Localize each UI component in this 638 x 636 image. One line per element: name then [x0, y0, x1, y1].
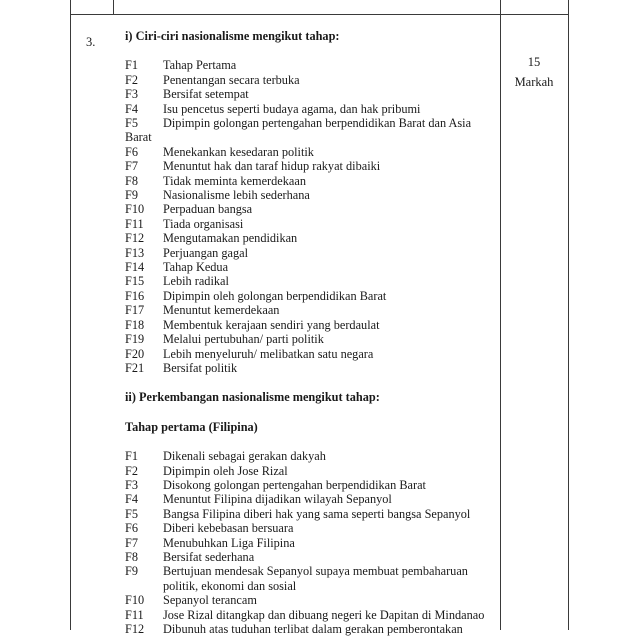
item-text: Menubuhkan Liga Filipina	[163, 535, 295, 550]
item-code: F20	[125, 346, 145, 361]
item-text: Sepanyol terancam	[163, 593, 257, 608]
item-code: F15	[125, 274, 145, 289]
item-text: Dipimpin oleh Jose Rizal	[163, 463, 288, 478]
item-code: F2	[125, 72, 138, 87]
item-text: Mengutamakan pendidikan	[163, 231, 298, 246]
table-top-border	[70, 14, 569, 15]
item-code: F5	[125, 116, 138, 131]
table-left-border	[70, 0, 71, 630]
item-text: Melalui pertubuhan/ parti politik	[163, 332, 324, 347]
list-item	[125, 536, 497, 550]
item-code: F4	[125, 492, 138, 507]
list-item	[125, 159, 497, 173]
item-text: Jose Rizal ditangkap dan dibuang negeri ke Dapitan di Mindanao	[163, 607, 485, 622]
list-item	[125, 449, 497, 463]
item-text: Menuntut kemerdekaan	[163, 303, 280, 318]
item-text: Bangsa Filipina diberi hak yang sama seperti bangsa Sepanyol	[163, 506, 471, 521]
item-code: F9	[125, 564, 138, 579]
item-text: Isu pencetus seperti budaya agama, dan hak pribumi	[163, 101, 421, 116]
item-code: F13	[125, 245, 145, 260]
item-code: F2	[125, 463, 138, 478]
item-code: F6	[125, 144, 138, 159]
item-text: Dibunuh atas tuduhan terlibat dalam gerakan pemberontakan	[163, 621, 463, 636]
item-text: Tahap Pertama	[163, 58, 237, 73]
item-text: Menekankan kesedaran politik	[163, 144, 314, 159]
list-item	[125, 73, 497, 87]
table-col-divider-top	[113, 0, 114, 14]
item-code: F11	[125, 607, 144, 622]
list-item	[125, 116, 497, 130]
list-item	[125, 332, 497, 346]
item-text: Penentangan secara terbuka	[163, 72, 300, 87]
list-item	[125, 217, 497, 231]
list-item	[125, 464, 497, 478]
list-item	[125, 622, 497, 636]
list-item	[125, 347, 497, 361]
list-item	[125, 260, 497, 274]
spacer	[125, 434, 497, 449]
item-code: F14	[125, 260, 145, 275]
item-code: F4	[125, 101, 138, 116]
list-item	[125, 303, 497, 317]
list-item	[125, 564, 497, 593]
item-text: Dikenali sebagai gerakan dakyah	[163, 449, 326, 464]
item-text: Bertujuan mendesak Sepanyol supaya membuat pembaharuan politik, ekonomi dan sosial	[163, 564, 468, 593]
section1-heading: i) Ciri-ciri nasionalisme mengikut tahap:	[125, 29, 340, 43]
list-item	[125, 174, 497, 188]
list-item	[125, 231, 497, 245]
item-code: F1	[125, 449, 138, 464]
item-code: F8	[125, 549, 138, 564]
section2-heading: ii) Perkembangan nasionalisme mengikut tahap:	[125, 390, 380, 405]
item-code: F3	[125, 477, 138, 492]
answer-content	[125, 29, 497, 636]
marks-label: Markah	[514, 75, 554, 89]
item-text: Perjuangan gagal	[163, 245, 249, 260]
list-item	[125, 289, 497, 303]
table-divider-marks	[500, 0, 501, 630]
item-text: Perpaduan bangsa	[163, 202, 253, 217]
item-text-continuation: Barat	[125, 130, 152, 145]
item-code: F9	[125, 188, 138, 203]
item-code: F8	[125, 173, 138, 188]
list-item	[125, 478, 497, 492]
list-item	[125, 492, 497, 506]
list-item	[125, 202, 497, 216]
item-text: Dipimpin oleh golongan berpendidikan Barat	[163, 288, 387, 303]
item-text: Membentuk kerajaan sendiri yang berdaulat	[163, 317, 380, 332]
list-item	[125, 102, 497, 116]
item-text: Disokong golongan pertengahan berpendidikan Barat	[163, 477, 426, 492]
item-text: Menuntut Filipina dijadikan wilayah Sepanyol	[163, 492, 392, 507]
marks-value: 15	[527, 55, 541, 69]
list-item	[125, 188, 497, 202]
item-code: F18	[125, 317, 145, 332]
item-code: F7	[125, 535, 138, 550]
list-item	[125, 521, 497, 535]
section2-subheading: Tahap pertama (Filipina)	[125, 419, 258, 434]
spacer	[125, 375, 497, 390]
list-item	[125, 593, 497, 607]
spacer	[125, 405, 497, 420]
list-item	[125, 274, 497, 288]
item-text: Nasionalisme lebih sederhana	[163, 188, 310, 203]
item-text: Tidak meminta kemerdekaan	[163, 173, 306, 188]
item-text: Menuntut hak dan taraf hidup rakyat dibaiki	[163, 159, 381, 174]
item-text: Bersifat sederhana	[163, 549, 255, 564]
item-text: Lebih menyeluruh/ melibatkan satu negara	[163, 346, 374, 361]
item-text: Bersifat setempat	[163, 87, 249, 102]
list-item	[125, 507, 497, 521]
spacer	[125, 43, 497, 58]
item-text: Dipimpin golongan pertengahan berpendidikan Barat dan Asia	[163, 116, 472, 131]
question-number: 3.	[86, 35, 96, 49]
item-code: F3	[125, 87, 138, 102]
section2-list	[125, 449, 497, 636]
item-code: F10	[125, 202, 145, 217]
list-item	[125, 318, 497, 332]
list-item	[125, 58, 497, 72]
list-item	[125, 550, 497, 564]
item-text: Bersifat politik	[163, 360, 238, 375]
list-item	[125, 145, 497, 159]
item-code: F12	[125, 231, 145, 246]
list-item	[125, 361, 497, 375]
list-item	[125, 246, 497, 260]
item-code: F7	[125, 159, 138, 174]
item-code: F1	[125, 58, 138, 73]
item-code: F5	[125, 506, 138, 521]
item-code: F10	[125, 593, 145, 608]
item-code: F11	[125, 216, 144, 231]
item-text: Tiada organisasi	[163, 216, 244, 231]
item-code: F6	[125, 521, 138, 536]
item-text: Diberi kebebasan bersuara	[163, 521, 294, 536]
item-code: F17	[125, 303, 145, 318]
item-text: Tahap Kedua	[163, 260, 229, 275]
list-item	[125, 87, 497, 101]
item-code: F21	[125, 360, 145, 375]
list-item	[125, 608, 497, 622]
table-right-border	[568, 0, 569, 630]
item-code: F19	[125, 332, 145, 347]
section1-list	[125, 58, 497, 375]
item-text: Lebih radikal	[163, 274, 229, 289]
item-code: F16	[125, 288, 145, 303]
item-code: F12	[125, 621, 145, 636]
